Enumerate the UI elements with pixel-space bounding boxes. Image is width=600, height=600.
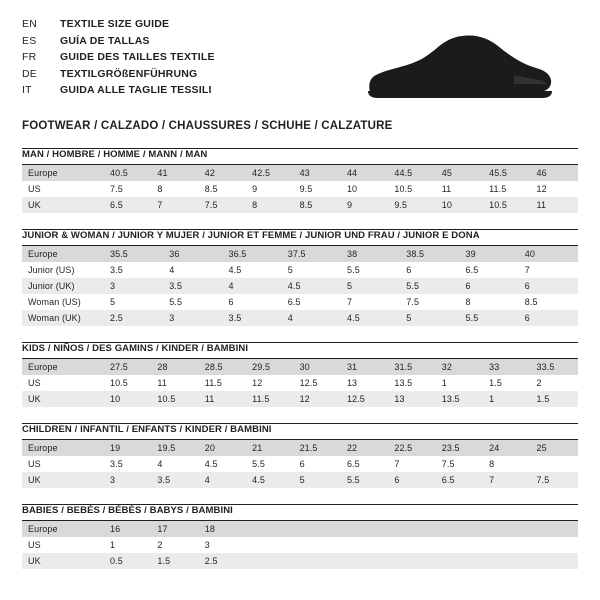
cell: 22 <box>341 440 388 456</box>
cell: 44 <box>341 165 388 181</box>
cell: 8 <box>483 456 530 472</box>
cell: 6.5 <box>460 262 519 278</box>
cell: 7.5 <box>436 456 483 472</box>
table-row <box>22 294 578 310</box>
language-title: TEXTILE SIZE GUIDE <box>60 18 170 30</box>
row-header: Europe <box>22 165 104 181</box>
cell: 5.5 <box>400 278 459 294</box>
cell: 16 <box>104 521 151 537</box>
row-header: UK <box>22 391 104 407</box>
cell: 6 <box>400 262 459 278</box>
cell <box>294 521 341 537</box>
cell: 5 <box>104 294 163 310</box>
cell: 30 <box>294 359 341 375</box>
cell: 7 <box>388 456 435 472</box>
table-row <box>22 521 578 537</box>
cell: 13 <box>388 391 435 407</box>
row-header: Junior (UK) <box>22 278 104 294</box>
cell: 3 <box>163 310 222 326</box>
row-header: Europe <box>22 521 104 537</box>
cell <box>388 537 435 553</box>
cell: 1 <box>436 375 483 391</box>
cell <box>246 521 293 537</box>
cell: 2 <box>151 537 198 553</box>
cell <box>388 553 435 569</box>
cell: 2.5 <box>199 553 246 569</box>
cell: 6.5 <box>104 197 151 213</box>
cell: 38 <box>341 246 400 262</box>
language-code: EN <box>22 18 37 30</box>
cell: 18 <box>199 521 246 537</box>
row-header: Woman (US) <box>22 294 104 310</box>
cell <box>531 537 578 553</box>
table-row <box>22 246 578 262</box>
row-header: Europe <box>22 359 104 375</box>
cell: 12 <box>531 181 578 197</box>
cell: 9.5 <box>388 197 435 213</box>
cell: 8.5 <box>199 181 246 197</box>
table-row <box>22 391 578 407</box>
cell: 1.5 <box>483 375 530 391</box>
cell: 3.5 <box>104 262 163 278</box>
group-label: MAN / HOMBRE / HOMME / MANN / MAN <box>22 149 208 160</box>
table-row <box>22 262 578 278</box>
cell: 33 <box>483 359 530 375</box>
cell: 1.5 <box>531 391 578 407</box>
row-header: UK <box>22 472 104 488</box>
language-title: TEXTILGRÖßENFÜHRUNG <box>60 67 198 80</box>
cell: 9.5 <box>294 181 341 197</box>
cell <box>294 553 341 569</box>
cell: 44.5 <box>388 165 435 181</box>
cell: 7 <box>519 262 578 278</box>
cell: 11 <box>151 375 198 391</box>
cell: 3.5 <box>163 278 222 294</box>
cell: 1 <box>483 391 530 407</box>
cell <box>341 521 388 537</box>
cell: 31.5 <box>388 359 435 375</box>
language-code: IT <box>22 84 32 96</box>
cell: 5.5 <box>460 310 519 326</box>
cell: 11 <box>531 197 578 213</box>
cell: 6 <box>519 278 578 294</box>
cell: 24 <box>483 440 530 456</box>
cell: 3 <box>104 472 151 488</box>
cell <box>341 553 388 569</box>
group-babies <box>22 504 578 569</box>
row-header: US <box>22 375 104 391</box>
table-row <box>22 181 578 197</box>
table-row <box>22 553 578 569</box>
group-children <box>22 423 578 488</box>
cell: 8 <box>246 197 293 213</box>
row-header: US <box>22 456 104 472</box>
cell: 33.5 <box>531 359 578 375</box>
cell: 4.5 <box>199 456 246 472</box>
cell: 11 <box>199 391 246 407</box>
cell: 11.5 <box>246 391 293 407</box>
cell: 7 <box>341 294 400 310</box>
cell: 6.5 <box>341 456 388 472</box>
table-row <box>22 165 578 181</box>
cell: 11.5 <box>483 181 530 197</box>
cell: 31 <box>341 359 388 375</box>
cell: 22.5 <box>388 440 435 456</box>
language-title: GUIDA ALLE TAGLIE TESSILI <box>60 84 212 96</box>
cell <box>341 537 388 553</box>
cell: 17 <box>151 521 198 537</box>
cell: 8 <box>460 294 519 310</box>
cell: 10.5 <box>388 181 435 197</box>
row-header: Europe <box>22 440 104 456</box>
language-title: GUÍA DE TALLAS <box>60 34 150 47</box>
group-man <box>22 148 578 213</box>
cell: 5.5 <box>246 456 293 472</box>
cell: 4 <box>163 262 222 278</box>
cell: 10.5 <box>483 197 530 213</box>
language-code: DE <box>22 67 37 80</box>
cell: 28.5 <box>199 359 246 375</box>
cell: 4.5 <box>246 472 293 488</box>
table-row <box>22 359 578 375</box>
cell: 0.5 <box>104 553 151 569</box>
cell: 5 <box>400 310 459 326</box>
cell: 25 <box>531 440 578 456</box>
cell: 23.5 <box>436 440 483 456</box>
cell: 4 <box>223 278 282 294</box>
cell: 6 <box>223 294 282 310</box>
size-table-babies <box>22 521 578 569</box>
cell: 45.5 <box>483 165 530 181</box>
cell: 27.5 <box>104 359 151 375</box>
cell: 9 <box>341 197 388 213</box>
cell: 19.5 <box>151 440 198 456</box>
cell: 5.5 <box>163 294 222 310</box>
cell: 10 <box>341 181 388 197</box>
cell: 6.5 <box>436 472 483 488</box>
cell: 8.5 <box>294 197 341 213</box>
row-header: Woman (UK) <box>22 310 104 326</box>
cell: 4.5 <box>282 278 341 294</box>
cell: 4 <box>151 456 198 472</box>
footwear-section-title: FOOTWEAR / CALZADO / CHAUSSURES / SCHUHE / CALZATURE <box>22 120 393 132</box>
cell: 20 <box>199 440 246 456</box>
cell: 36 <box>163 246 222 262</box>
cell: 6 <box>294 456 341 472</box>
cell: 32 <box>436 359 483 375</box>
cell: 5.5 <box>341 472 388 488</box>
cell <box>388 521 435 537</box>
cell: 5 <box>341 278 400 294</box>
cell: 35.5 <box>104 246 163 262</box>
cell: 5 <box>294 472 341 488</box>
cell: 40.5 <box>104 165 151 181</box>
cell: 7 <box>483 472 530 488</box>
row-header: Europe <box>22 246 104 262</box>
cell: 37.5 <box>282 246 341 262</box>
cell: 7 <box>151 197 198 213</box>
cell <box>436 553 483 569</box>
cell: 2.5 <box>104 310 163 326</box>
cell: 45 <box>436 165 483 181</box>
cell: 8.5 <box>519 294 578 310</box>
cell: 4.5 <box>341 310 400 326</box>
cell: 13.5 <box>388 375 435 391</box>
size-table-junior-woman <box>22 246 578 326</box>
cell <box>246 537 293 553</box>
cell: 41 <box>151 165 198 181</box>
size-table-man <box>22 165 578 213</box>
cell: 5.5 <box>341 262 400 278</box>
language-code: FR <box>22 51 37 63</box>
cell: 13.5 <box>436 391 483 407</box>
cell: 5 <box>282 262 341 278</box>
table-row <box>22 456 578 472</box>
cell: 29.5 <box>246 359 293 375</box>
cell: 2 <box>531 375 578 391</box>
cell: 3 <box>199 537 246 553</box>
cell: 7.5 <box>199 197 246 213</box>
cell <box>531 456 578 472</box>
cell: 6 <box>388 472 435 488</box>
table-row <box>22 375 578 391</box>
cell: 3 <box>104 278 163 294</box>
table-row <box>22 278 578 294</box>
cell: 21.5 <box>294 440 341 456</box>
cell: 10 <box>436 197 483 213</box>
language-row <box>22 16 215 33</box>
cell: 12.5 <box>341 391 388 407</box>
group-kids <box>22 342 578 407</box>
cell: 12 <box>294 391 341 407</box>
cell: 4 <box>199 472 246 488</box>
size-table-children <box>22 440 578 488</box>
cell: 1.5 <box>151 553 198 569</box>
table-row <box>22 440 578 456</box>
table-row <box>22 197 578 213</box>
row-header: US <box>22 537 104 553</box>
language-title-table <box>22 16 215 99</box>
cell <box>246 553 293 569</box>
cell: 8 <box>151 181 198 197</box>
language-code: ES <box>22 34 37 47</box>
cell: 38.5 <box>400 246 459 262</box>
cell <box>483 521 530 537</box>
cell: 28 <box>151 359 198 375</box>
language-row <box>22 33 215 50</box>
cell: 36.5 <box>223 246 282 262</box>
cell: 46 <box>531 165 578 181</box>
cell: 11.5 <box>199 375 246 391</box>
language-title: GUIDE DES TAILLES TEXTILE <box>60 51 215 63</box>
cell: 6.5 <box>282 294 341 310</box>
row-header: US <box>22 181 104 197</box>
row-header: UK <box>22 553 104 569</box>
group-label: KIDS / NIÑOS / DES GAMINS / KINDER / BAMBINI <box>22 343 249 354</box>
cell <box>436 521 483 537</box>
cell: 10.5 <box>104 375 151 391</box>
group-label: CHILDREN / INFANTIL / ENFANTS / KINDER / BAMBINI <box>22 424 272 435</box>
row-header: Junior (US) <box>22 262 104 278</box>
cell: 42.5 <box>246 165 293 181</box>
cell: 21 <box>246 440 293 456</box>
cell <box>531 521 578 537</box>
cell <box>531 553 578 569</box>
cell: 12 <box>246 375 293 391</box>
cell: 6 <box>460 278 519 294</box>
row-header: UK <box>22 197 104 213</box>
cell: 3.5 <box>104 456 151 472</box>
cell <box>483 553 530 569</box>
cell: 3.5 <box>223 310 282 326</box>
size-table-kids <box>22 359 578 407</box>
table-row <box>22 472 578 488</box>
cell: 10.5 <box>151 391 198 407</box>
header <box>22 16 578 108</box>
cell: 19 <box>104 440 151 456</box>
language-row <box>22 82 215 99</box>
language-row <box>22 49 215 66</box>
cell: 39 <box>460 246 519 262</box>
cell <box>483 537 530 553</box>
dress-shoe-icon <box>364 34 554 104</box>
cell: 11 <box>436 181 483 197</box>
cell: 1 <box>104 537 151 553</box>
cell: 7.5 <box>531 472 578 488</box>
cell: 13 <box>341 375 388 391</box>
cell: 10 <box>104 391 151 407</box>
group-label: BABIES / BEBÉS / BÉBÉS / BABYS / BAMBINI <box>22 505 233 516</box>
cell: 7.5 <box>104 181 151 197</box>
cell: 4 <box>282 310 341 326</box>
cell: 3.5 <box>151 472 198 488</box>
cell: 42 <box>199 165 246 181</box>
cell: 4.5 <box>223 262 282 278</box>
language-row <box>22 66 215 83</box>
cell: 9 <box>246 181 293 197</box>
cell: 12.5 <box>294 375 341 391</box>
cell: 40 <box>519 246 578 262</box>
group-junior-woman <box>22 229 578 326</box>
group-label: JUNIOR & WOMAN / JUNIOR Y MUJER / JUNIOR ET FEMME / JUNIOR UND FRAU / JUNIOR E DONA <box>22 230 480 241</box>
cell <box>294 537 341 553</box>
table-row <box>22 310 578 326</box>
cell: 43 <box>294 165 341 181</box>
cell: 7.5 <box>400 294 459 310</box>
cell: 6 <box>519 310 578 326</box>
table-row <box>22 537 578 553</box>
cell <box>436 537 483 553</box>
